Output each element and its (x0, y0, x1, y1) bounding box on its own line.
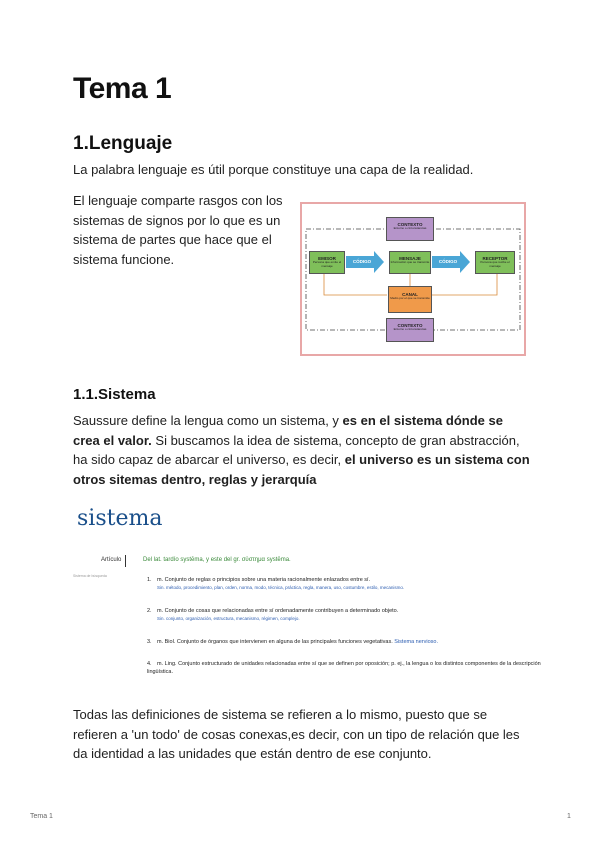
emisor-label: EMISOR (318, 256, 336, 261)
canal-label: CANAL (402, 292, 418, 297)
codigo-left-box (349, 259, 375, 267)
contexto-top-box (386, 217, 434, 241)
dictionary-divider (125, 555, 126, 567)
definition-text: m. Conjunto de reglas o principios sobre una materia racionalmente enlazados entre sí. (157, 577, 371, 583)
paragraph-sistema-part-a: Saussure define la lengua como un sistema, y (73, 413, 343, 428)
dictionary-definition-2 (147, 607, 547, 623)
canal-sub: Medio por el que se transmite (390, 296, 430, 300)
paragraph-sistema-bold-b: es en el sistema dónde se crea el valor. (73, 413, 503, 448)
dictionary-subnote: Sistema de búsqueda (73, 574, 107, 578)
footer-page-number: 1 (567, 813, 571, 820)
definition-example: Sistema nervioso. (394, 639, 438, 645)
mensaje-sub: Información que se transmite (390, 260, 430, 264)
definition-text: m. Biol. Conjunto de órganos que intervienen en alguna de las principales funciones vegetativas. (157, 639, 393, 645)
receptor-sub: Persona que recibe el mensaje (480, 260, 510, 268)
dictionary-definition-4 (147, 660, 547, 676)
dictionary-definition-3 (147, 638, 547, 646)
codigo-right-box (435, 259, 461, 267)
canal-box (388, 286, 432, 313)
definition-number: 1. (147, 577, 152, 583)
paragraph-sistema-part-c: Si buscamos la idea de sistema, concepto de gran abstracción, ha sido capaz de abarcar el universo, es decir, (73, 432, 520, 467)
definition-text: m. Ling. Conjunto estructurado de unidades relacionadas entre sí que se definen por oposición; p. ej., la lengua o los distintos componentes de la descripción lingüística. (147, 661, 541, 675)
receptor-label: RECEPTOR (482, 256, 508, 261)
receptor-box (475, 251, 515, 274)
definition-number: 3. (147, 639, 152, 645)
section-heading-lenguaje: 1.Lenguaje (73, 133, 173, 154)
dictionary-headword: sistema (77, 506, 163, 531)
footer-title: Tema 1 (30, 813, 53, 820)
page-title: Tema 1 (73, 72, 172, 105)
contexto-bottom-label: CONTEXTO (397, 323, 423, 328)
dictionary-definition-1 (147, 576, 547, 592)
codigo-right-label: CÓDIGO (438, 259, 458, 264)
mensaje-box (389, 251, 431, 274)
paragraph-lenguaje-intro: La palabra lenguaje es útil porque constituye una capa de la realidad. (73, 162, 474, 177)
paragraph-sistema-bold-d: el universo es un sistema con otros sitemas dentro, reglas y jerarquía (73, 452, 530, 487)
definition-synonyms: Sin. método, procedimiento, plan, orden, norma, modo, técnica, práctica, regla, manera, uso, costumbre, estilo, mecanismo. (157, 585, 405, 590)
codigo-left-label: CÓDIGO (352, 259, 372, 264)
definition-number: 4. (147, 661, 152, 667)
definition-text: m. Conjunto de cosas que relacionadas entre sí ordenadamente contribuyen a determinado objeto. (157, 608, 399, 614)
emisor-sub: Persona que emite el mensaje (312, 260, 342, 268)
contexto-bottom-sub: Entorno o circunstancias (393, 327, 427, 331)
paragraph-lenguaje-sistema: El lenguaje comparte rasgos con los sistemas de signos por lo que es un sistema de partes que hace que el sistema funcione. (73, 193, 283, 267)
contexto-top-label: CONTEXTO (397, 222, 423, 227)
dictionary-article-label: Artículo (101, 557, 122, 563)
dictionary-etymology: Del lat. tardío systēma, y este del gr. σύστημα systēma. (143, 557, 291, 563)
emisor-box (309, 251, 345, 274)
contexto-top-sub: Entorno o circunstancias (393, 226, 427, 230)
definition-number: 2. (147, 608, 152, 614)
communication-diagram (300, 202, 526, 356)
paragraph-sistema (73, 411, 533, 489)
paragraph-conclusion: Todas las definiciones de sistema se refieren a lo mismo, puesto que se refieren a 'un todo' de cosas conexas,es decir, con un tipo de relación que les da identidad a las unidades que están dentro de ese conjunto. (73, 707, 520, 761)
contexto-bottom-box (386, 318, 434, 342)
definition-synonyms: Sin. conjunto, organización, estructura, mecanismo, régimen, complejo. (157, 616, 300, 621)
mensaje-label: MENSAJE (399, 256, 421, 261)
section-heading-sistema: 1.1.Sistema (73, 386, 156, 403)
